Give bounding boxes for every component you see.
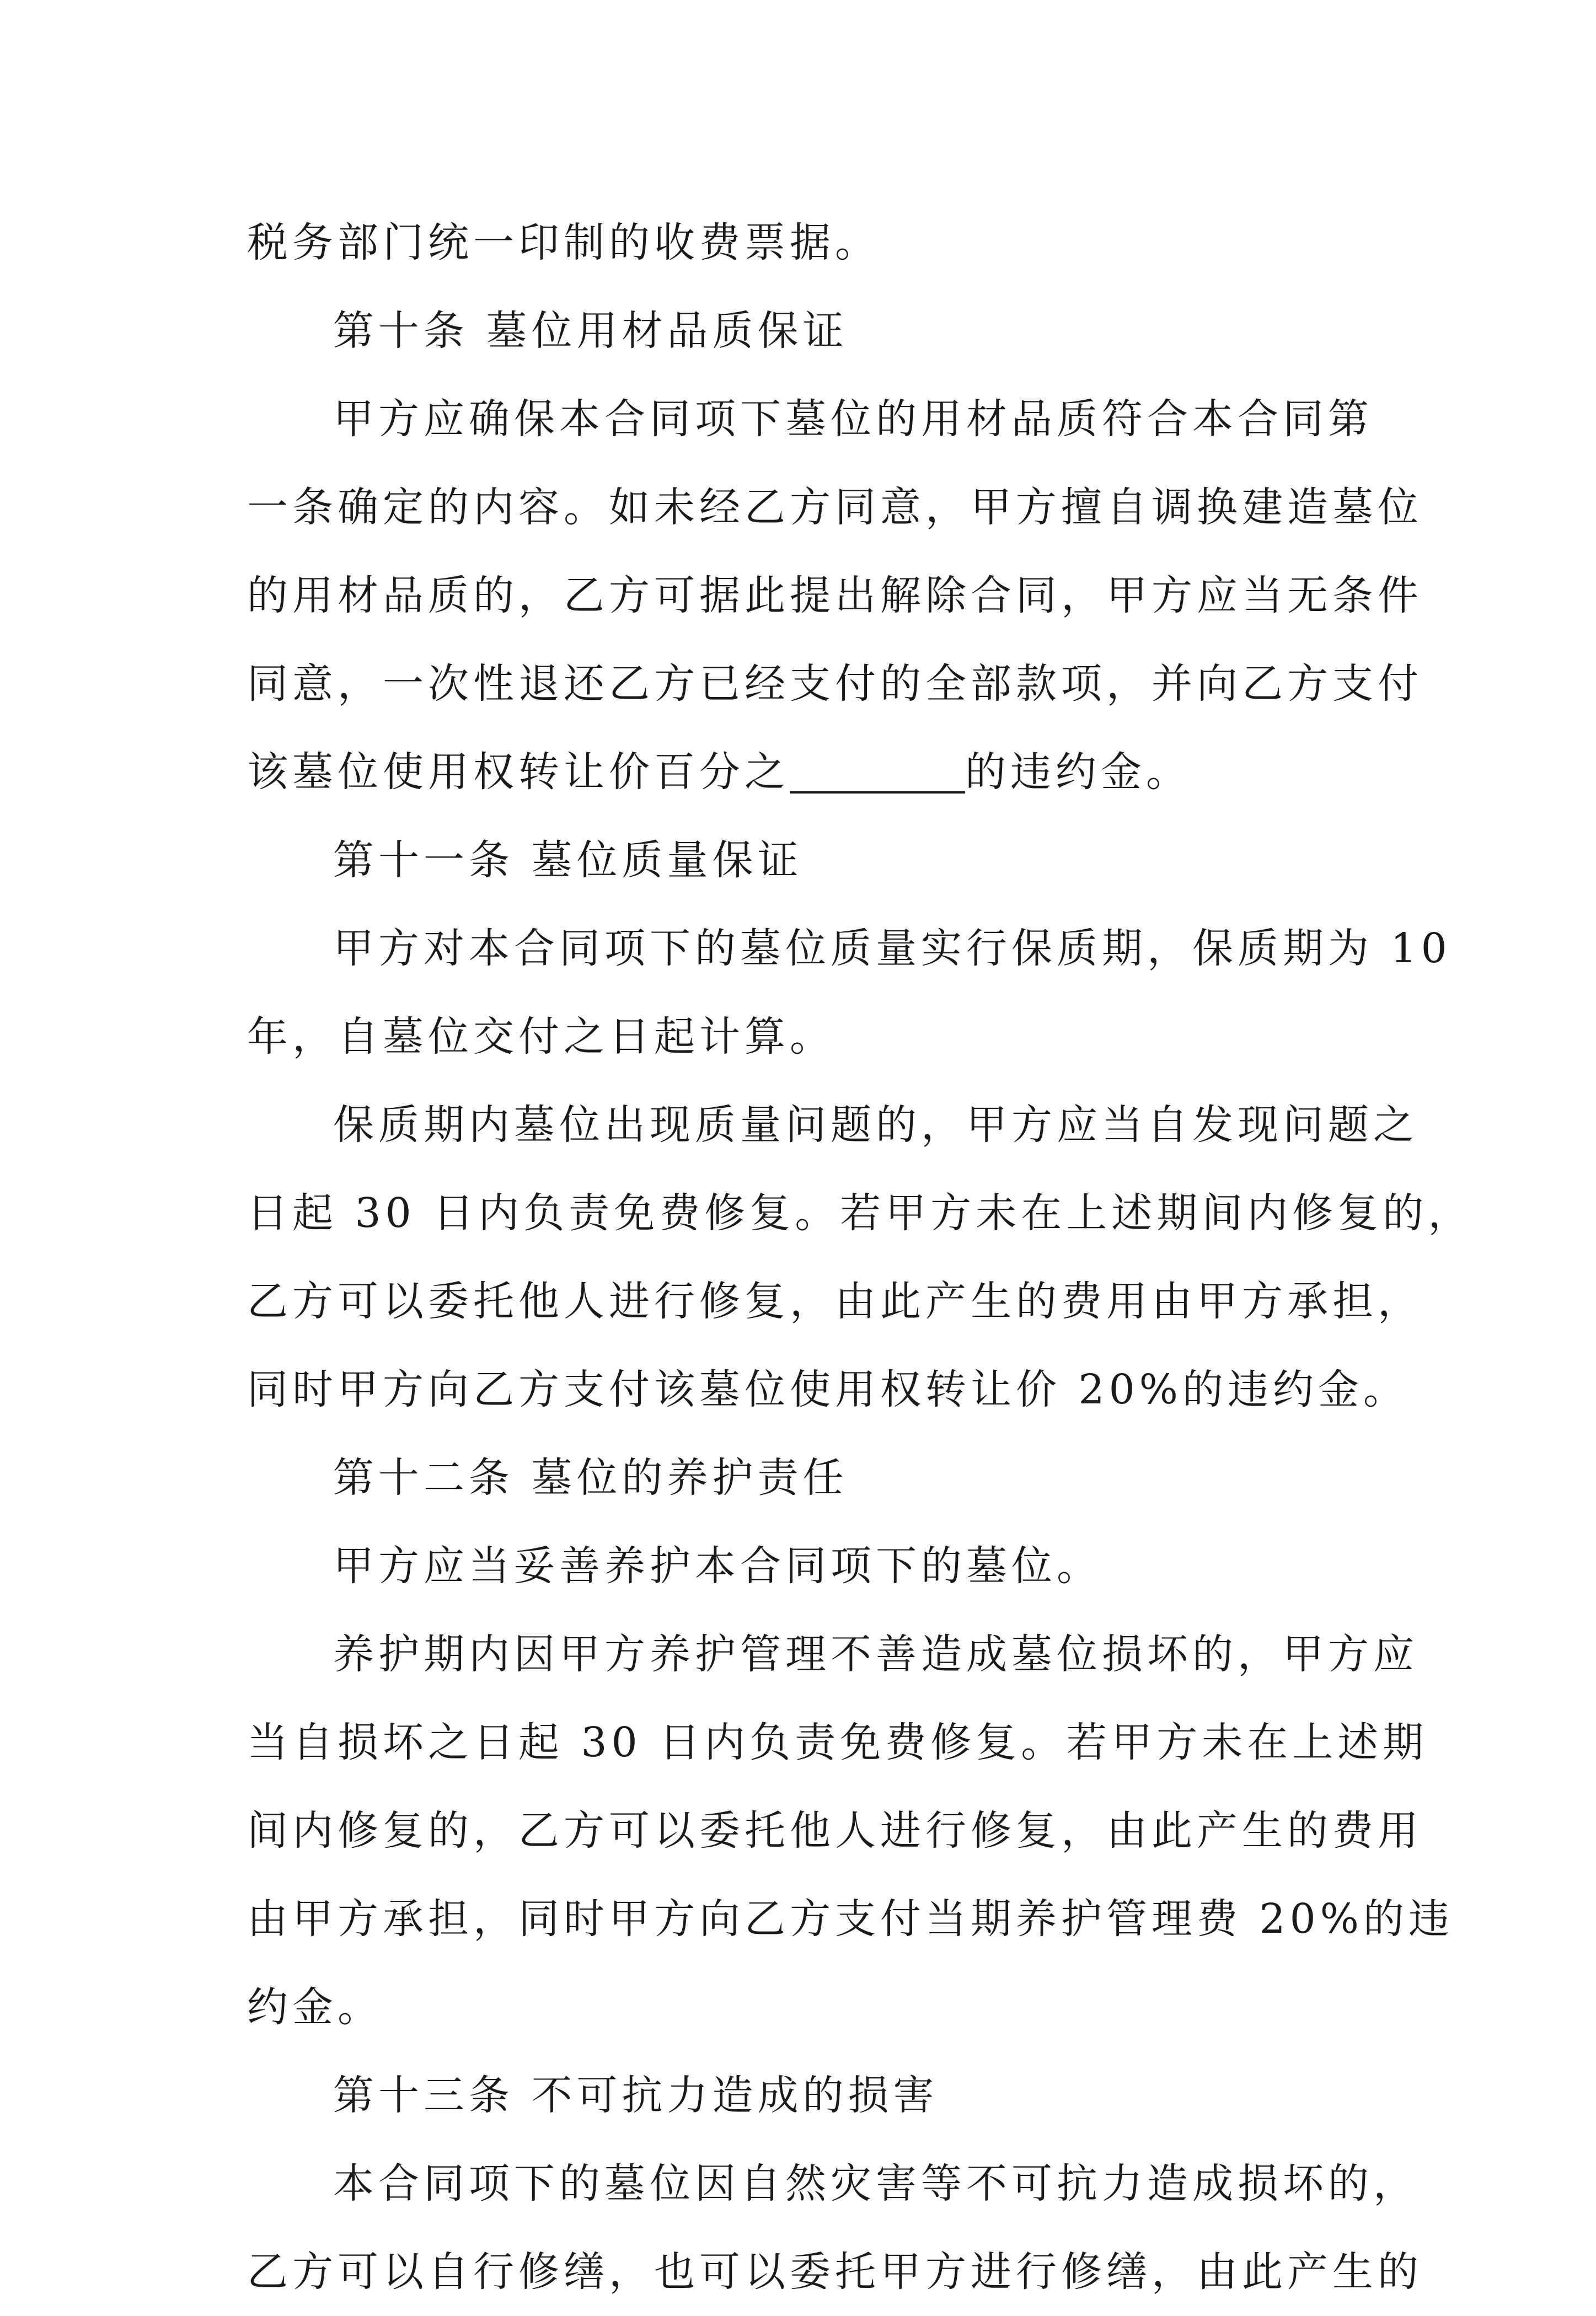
article-11-heading: 第十一条 墓位质量保证 [333, 837, 803, 884]
line-text-before-blank: 该墓位使用权转让价百分之 [247, 748, 790, 796]
paragraph-line: 同意，一次性退还乙方已经支付的全部款项，并向乙方支付 [247, 660, 1423, 707]
paragraph-line: 养护期内因甲方养护管理不善造成墓位损坏的，甲方应 [333, 1631, 1418, 1678]
paragraph-line: 保质期内墓位出现质量问题的，甲方应当自发现问题之 [333, 1101, 1418, 1149]
paragraph-line: 当自损坏之日起 30 日内负责免费修复。若甲方未在上述期 [247, 1719, 1428, 1766]
paragraph-line-with-blank [247, 728, 1361, 816]
article-13-heading: 第十三条 不可抗力造成的损害 [333, 2072, 939, 2119]
document-page [247, 199, 1474, 2316]
paragraph-line: 税务部门统一印制的收费票据。 [247, 219, 880, 266]
paragraph-line: 甲方应当妥善养护本合同项下的墓位。 [333, 1542, 1102, 1590]
paragraph-line: 甲方对本合同项下的墓位质量实行保质期，保质期为 10 [333, 925, 1452, 972]
paragraph-line: 同时甲方向乙方支付该墓位使用权转让价 20%的违约金。 [247, 1366, 1408, 1413]
paragraph-line: 乙方可以委托他人进行修复，由此产生的费用由甲方承担， [247, 1278, 1423, 1325]
paragraph-line: 间内修复的，乙方可以委托他人进行修复，由此产生的费用 [247, 1807, 1423, 1854]
paragraph-line: 日起 30 日内负责免费修复。若甲方未在上述期间内修复的， [247, 1189, 1474, 1237]
paragraph-line: 乙方可以自行修缮，也可以委托甲方进行修缮，由此产生的 [247, 2248, 1423, 2296]
article-10-heading: 第十条 墓位用材品质保证 [333, 307, 848, 355]
paragraph-line: 约金。 [247, 1983, 383, 2031]
article-12-heading: 第十二条 墓位的养护责任 [333, 1454, 848, 1502]
fill-in-blank [790, 758, 965, 794]
paragraph-line: 甲方应确保本合同项下墓位的用材品质符合本合同第 [333, 395, 1373, 443]
line-text-after-blank: 的违约金。 [965, 748, 1191, 796]
paragraph-line: 的用材品质的，乙方可据此提出解除合同，甲方应当无条件 [247, 572, 1423, 619]
paragraph-line: 由甲方承担，同时甲方向乙方支付当期养护管理费 20%的违 [247, 1895, 1454, 1943]
paragraph-line: 年，自墓位交付之日起计算。 [247, 1013, 835, 1060]
paragraph-line: 本合同项下的墓位因自然灾害等不可抗力造成损坏的， [333, 2160, 1418, 2207]
paragraph-line: 一条确定的内容。如未经乙方同意，甲方擅自调换建造墓位 [247, 484, 1423, 531]
